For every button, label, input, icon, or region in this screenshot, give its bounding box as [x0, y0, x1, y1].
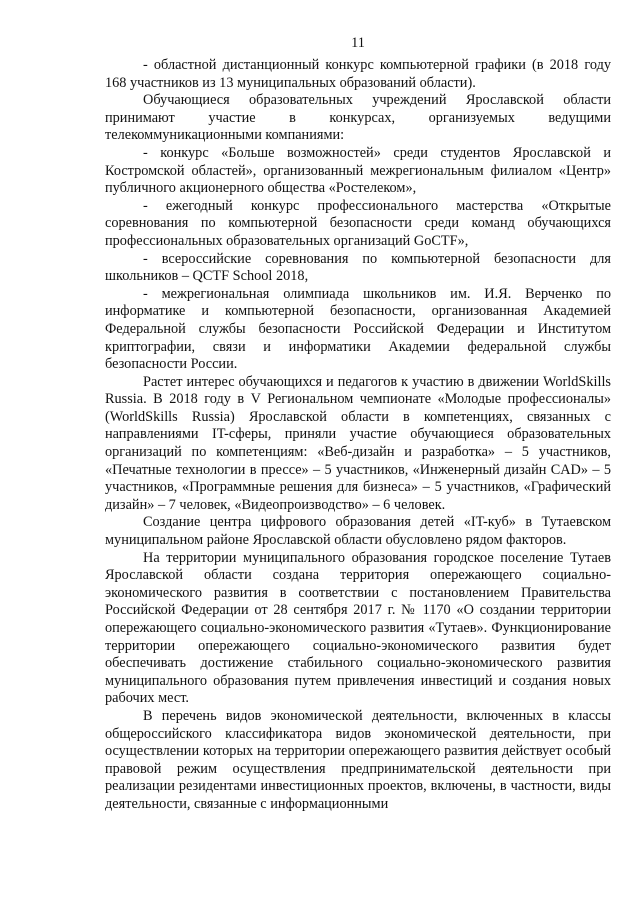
paragraph-qctf: - всероссийские соревнования по компьютерной безопасности для школьников – QCTF School 2018, [105, 250, 611, 285]
paragraph-tutaev-territory: На территории муниципального образования городское поселение Тутаев Ярославской области создана территория опережающего социально-экономического развития в соответствии с постановлением Правительства Российской Федерации от 28 сентября 2017 г. № 1170 «О создании территории опережающего социально-экономического развития «Тутаев». Функционирование территории опережающего социально-экономического развития будет обеспечивать достижение стабильного социально-экономического развития муниципального образования путем привлечения инвестиций и создания новых рабочих мест. [105, 549, 611, 707]
paragraph-graphics-contest: - областной дистанционный конкурс компьютерной графики (в 2018 году 168 участников из 13 муниципальных образований области). [105, 57, 611, 91]
paragraph-economic-activities: В перечень видов экономической деятельности, включенных в классы общероссийского классификатора видов экономической деятельности, при осуществлении которых на территории опережающего развития действует особый правовой режим осуществления предпринимательской деятельности при реализации резидентами инвестиционных проектов, включены, в частности, виды деятельности, связанные с информационными [105, 707, 611, 812]
document-page [105, 34, 611, 814]
paragraph-rostelecom-contest: - конкурс «Больше возможностей» среди студентов Ярославской и Костромской областей», организованный межрегиональным филиалом «Центр» публичного акционерного общества «Ростелеком», [105, 144, 611, 197]
page-number: 11 [351, 35, 365, 51]
paragraph-it-cube: Создание центра цифрового образования детей «IT-куб» в Тутаевском муниципальном районе Ярославской области обусловлено рядом факторов. [105, 514, 611, 549]
paragraph-worldskills: Растет интерес обучающихся и педагогов к участию в движении WorldSkills Russia. В 2018 году в V Региональном чемпионате «Молодые профессионалы» (WorldSkills Russia) Ярославской области в компетенциях, связанных с направлениями IT-сферы, приняли участие обучающиеся образовательных организаций по компетенциям: «Веб-дизайн и разработка» – 5 участников, «Печатные технологии в прессе» – 5 участников, «Инженерный дизайн CAD» – 5 участников, «Программные решения для бизнеса» – 5 участников, «Графический дизайн» – 7 человек, «Видеопроизводство» – 6 человек. [105, 373, 611, 513]
paragraph-olympiad: - межрегиональная олимпиада школьников им. И.Я. Верченко по информатике и компьютерной безопасности, организованная Академией Федеральной службы безопасности Российской Федерации и Институтом криптографии, связи и информатики Академии федеральной службы безопасности России. [105, 285, 611, 373]
paragraph-telecom-contests-intro: Обучающиеся образовательных учреждений Ярославской области принимают участие в конкурсах, организуемых ведущими телекоммуникационными компаниями: [105, 92, 611, 144]
paragraph-goctf: - ежегодный конкурс профессионального мастерства «Открытые соревнования по компьютерной безопасности среди команд обучающихся профессиональных образовательных организаций GoCTF», [105, 197, 611, 249]
